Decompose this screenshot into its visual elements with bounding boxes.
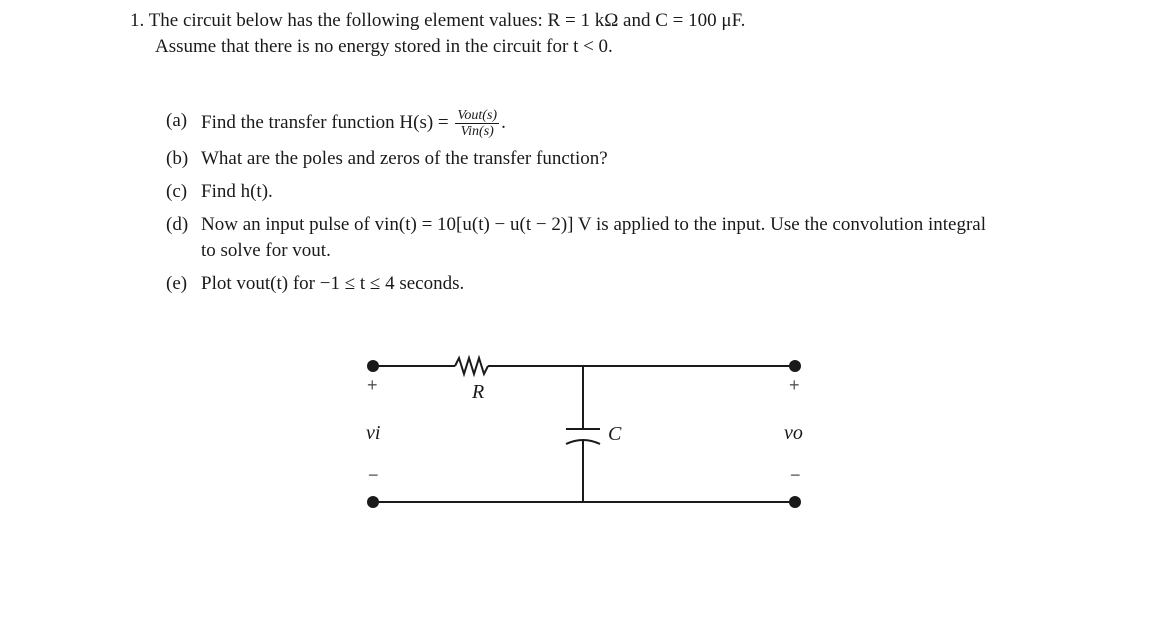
part-label: (e) <box>166 273 188 294</box>
part-a-text: Find the transfer function H(s) = <box>201 111 449 133</box>
fraction-numerator: Vout(s) <box>457 108 498 123</box>
part-d-text-continued: to solve for vout. <box>201 240 331 261</box>
part-label: (a) <box>166 110 188 131</box>
problem-number: 1. <box>130 10 145 31</box>
problem-line-1: The circuit below has the following element values: R = 1 kΩ and C = 100 μF. <box>148 10 746 31</box>
input-terminal-top <box>367 360 379 372</box>
output-plus-sign: + <box>789 375 800 395</box>
input-voltage-label: vi <box>366 422 381 444</box>
input-plus-sign: + <box>367 375 378 395</box>
output-voltage-label: vo <box>784 422 803 444</box>
output-terminal-top <box>789 360 801 372</box>
input-minus-sign: − <box>368 465 379 485</box>
part-a-suffix: . <box>501 111 506 133</box>
input-terminal-bottom <box>367 496 379 508</box>
part-label: (d) <box>166 214 189 235</box>
output-minus-sign: − <box>790 465 801 485</box>
part-d-text: Now an input pulse of vin(t) = 10[u(t) − u(t − 2)] V is applied to the input. Use the convolution integral <box>201 214 986 235</box>
part-c-text: Find h(t). <box>201 181 273 202</box>
part-b-text: What are the poles and zeros of the transfer function? <box>201 148 608 169</box>
capacitor-label: C <box>608 423 622 445</box>
output-terminal-bottom <box>789 496 801 508</box>
part-label: (c) <box>166 181 188 202</box>
part-label: (b) <box>166 148 189 169</box>
resistor-symbol <box>455 358 488 374</box>
problem-line-2: Assume that there is no energy stored in the circuit for t < 0. <box>155 36 613 57</box>
fraction-denominator: Vin(s) <box>460 124 494 139</box>
part-e-text: Plot vout(t) for −1 ≤ t ≤ 4 seconds. <box>201 273 465 294</box>
resistor-label: R <box>472 381 485 403</box>
